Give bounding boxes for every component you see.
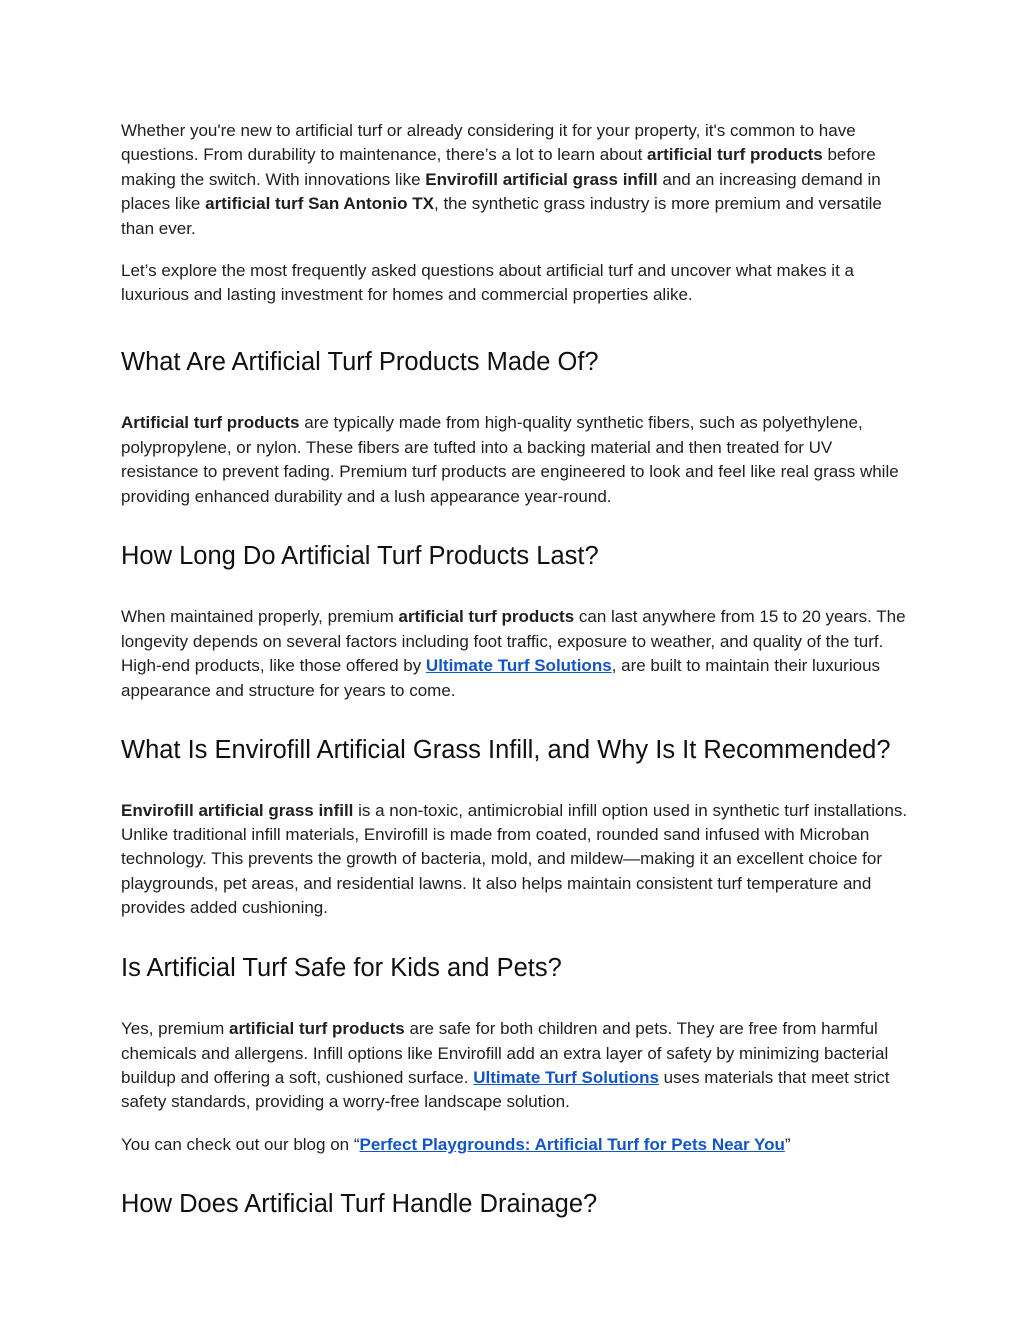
intro-text-3: and an increasing demand in places like	[121, 169, 881, 214]
safe-text-3: uses materials that meet strict safety standards, providing a worry-free landscape solution.	[121, 1067, 890, 1112]
blog-text-2: ”	[784, 1134, 791, 1154]
intro-text-4: , the synthetic grass industry is more premium and versatile than ever.	[121, 194, 882, 238]
last-bold-1: artificial turf products	[398, 607, 575, 627]
last-text-3: , are built to maintain their luxurious appearance and structure for years to come.	[121, 656, 881, 700]
made-of-paragraph	[121, 411, 911, 509]
ultimate-turf-solutions-link-2[interactable]: Ultimate Turf Solutions	[473, 1067, 659, 1087]
intro-text-1: Whether you're new to artificial turf or already considering it for your property, it's common to have questions. From durability to maintenance, there’s a lot to learn about	[121, 121, 856, 165]
intro-bold-2: Envirofill artificial grass infill	[425, 169, 658, 189]
last-text-2: can last anywhere from 15 to 20 years. The longevity depends on several factors including foot traffic, exposure to weather, and quality of the turf. High-end products, like those offered by	[121, 607, 906, 676]
safe-text-2: are safe for both children and pets. They are free from harmful chemicals and allergens. Infill options like Envirofill add an extra layer of safety by minimizing bacterial buildup and offering a soft, cushioned surface.	[121, 1019, 889, 1087]
heading-envirofill: What Is Envirofill Artificial Grass Infill, and Why Is It Recommended?	[121, 736, 891, 765]
intro-paragraph	[121, 119, 911, 241]
heading-made-of: What Are Artificial Turf Products Made Of?	[121, 347, 599, 376]
safe-paragraph	[121, 1017, 911, 1115]
blog-post-link[interactable]: Perfect Playgrounds: Artificial Turf for Pets Near You	[359, 1134, 785, 1154]
intro-text-2: before making the switch. With innovations like	[121, 145, 876, 189]
made-bold-1: Artificial turf products	[121, 413, 300, 433]
blog-text-1: You can check out our blog on “	[121, 1134, 360, 1154]
blog-paragraph	[121, 1133, 911, 1157]
heading-drainage: How Does Artificial Turf Handle Drainage?	[121, 1190, 598, 1219]
explore-paragraph: Let’s explore the most frequently asked questions about artificial turf and uncover what makes it a luxurious and lasting investment for homes and commercial properties alike.	[121, 261, 854, 305]
heading-safe: Is Artificial Turf Safe for Kids and Pets?	[121, 953, 562, 982]
intro-bold-1: artificial turf products	[647, 145, 823, 165]
heading-how-long: How Long Do Artificial Turf Products Last?	[121, 541, 599, 570]
ultimate-turf-solutions-link[interactable]: Ultimate Turf Solutions	[425, 656, 612, 676]
safe-text-1: Yes, premium	[121, 1019, 230, 1039]
envirofill-text-1: is a non-toxic, antimicrobial infill option used in synthetic turf installations. Unlike traditional infill materials, Envirofill is made from coated, rounded sand infused with Microban technology. This prevents the growth of bacteria, mold, and mildew—making it an excellent choice for playgrounds, pet areas, and residential lawns. It also helps maintain consistent turf temperature and provides added cushioning.	[121, 800, 908, 918]
intro-bold-3: artificial turf San Antonio TX	[205, 194, 434, 214]
made-text-1: are typically made from high-quality synthetic fibers, such as polyethylene, polypropylene, or nylon. These fibers are tufted into a backing material and then treated for UV resistance to prevent fading. Premium turf products are engineered to look and feel like real grass while providing enhanced durability and a lush appearance year-round.	[121, 413, 899, 506]
last-text-1: When maintained properly, premium	[121, 607, 399, 627]
safe-bold-1: artificial turf products	[229, 1019, 405, 1039]
document-body	[121, 119, 911, 1223]
envirofill-paragraph	[121, 799, 911, 921]
how-long-paragraph	[121, 605, 911, 703]
envirofill-bold-1: Envirofill artificial grass infill	[121, 800, 354, 820]
